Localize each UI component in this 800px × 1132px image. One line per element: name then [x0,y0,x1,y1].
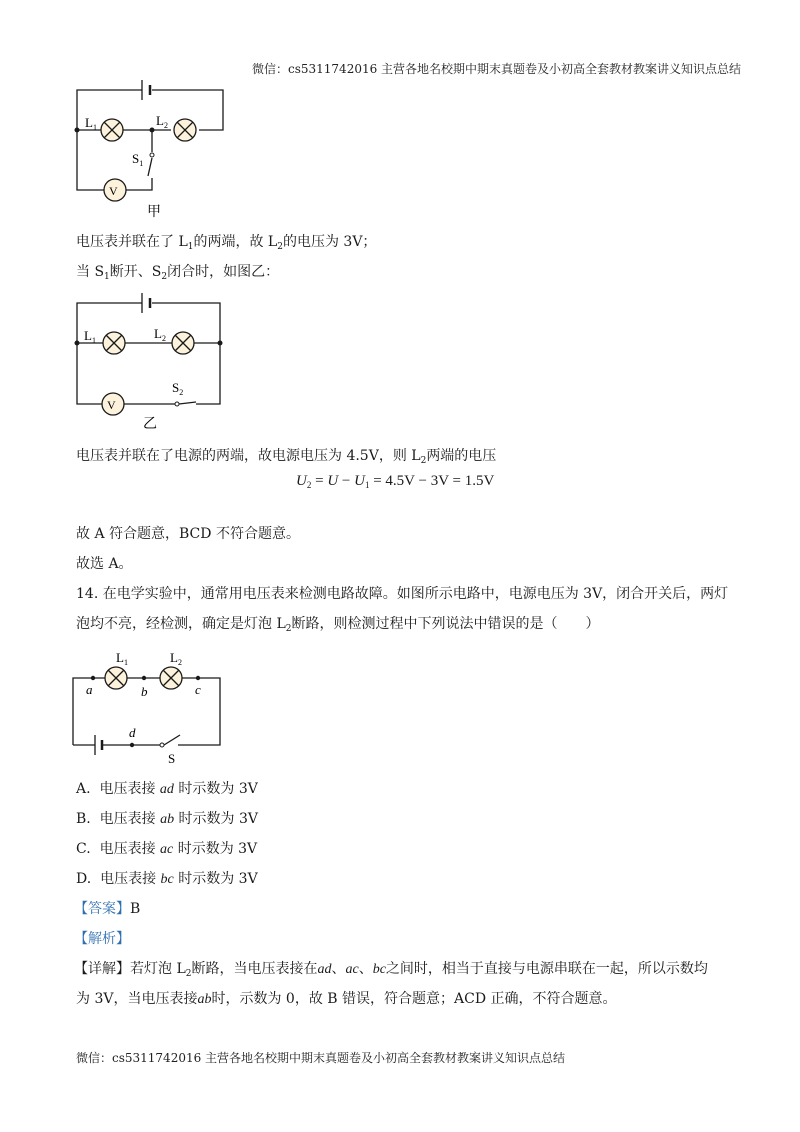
figure-caption: 乙 [143,417,157,432]
answer: 【答案】B [74,901,141,917]
option-c: C. 电压表接 ac 时示数为 3V [76,841,258,857]
lamp2-label: $L_2$ [156,113,168,130]
point-c-label: c [195,682,201,697]
paragraph: 电压表并联在了电源的两端，故电源电压为 4.5V，则 $L_2$两端的电压 [76,448,497,466]
lamp1-label: $L_1$ [85,115,97,132]
point-b-label: b [141,684,148,699]
page-footer: 微信：cs5311742016 主营各地名校期中期末真题卷及小初高全套教材教案讲义知识点总结 [76,1051,566,1065]
question-text: 14. 在电学实验中，通常用电压表来检测电路故障。如图所示电路中，电源电压为 3V，闭合开关后，两灯 [76,586,729,602]
switch-label: $S_2$ [172,380,184,397]
answer-tag: 【答案】 [74,901,130,917]
paragraph: 电压表并联在了 $L_1$的两端，故 $L_2$的电压为 3V； [76,234,377,252]
paragraph: 当 $S_1$断开、$S_2$闭合时，如图乙： [76,264,280,282]
switch-label: S [168,751,176,766]
formula: $U_2 = U - U_1 = 4.5V - 3V = 1.5V$ [296,473,495,490]
voltmeter-label: V [107,398,116,412]
conclusion: 故选 A。 [76,556,133,572]
option-b: B. 电压表接 ab 时示数为 3V [76,811,259,827]
voltmeter-label: V [109,184,118,198]
option-a: A. 电压表接 ad 时示数为 3V [76,781,258,797]
lamp1-label: $L_1$ [84,328,96,345]
analysis [74,929,130,949]
question-text: 泡均不亮，经检测，确定是灯泡 $L_2$断路，则检测过程中下列说法中错误的是（ ） [76,616,600,634]
point-a-label: a [86,682,93,697]
switch-label: $S_1$ [132,151,144,168]
point-d-label: d [129,725,136,740]
page-header: 微信：cs5311742016 主营各地名校期中期末真题卷及小初高全套教材教案讲义知识点总结 [252,62,742,76]
lamp2-label: $L_2$ [170,650,182,667]
detail-line-1: 【详解】若灯泡 $L_2$断路，当电压表接在ad、ac、bc之间时，相当于直接与电源串联在一起，所以示数均 [74,961,708,979]
lamp1-label: $L_1$ [116,650,128,667]
lamp2-label: $L_2$ [154,326,166,343]
conclusion: 故 A 符合题意，BCD 不符合题意。 [76,526,300,542]
detail-line-2: 为 3V，当电压表接ab时，示数为 0，故 B 错误，符合题意；ACD 正确，不符合题意。 [76,991,617,1007]
analysis-tag: 【解析】 [74,931,130,947]
option-d: D. 电压表接 bc 时示数为 3V [76,871,258,887]
figure-caption: 甲 [147,205,161,220]
